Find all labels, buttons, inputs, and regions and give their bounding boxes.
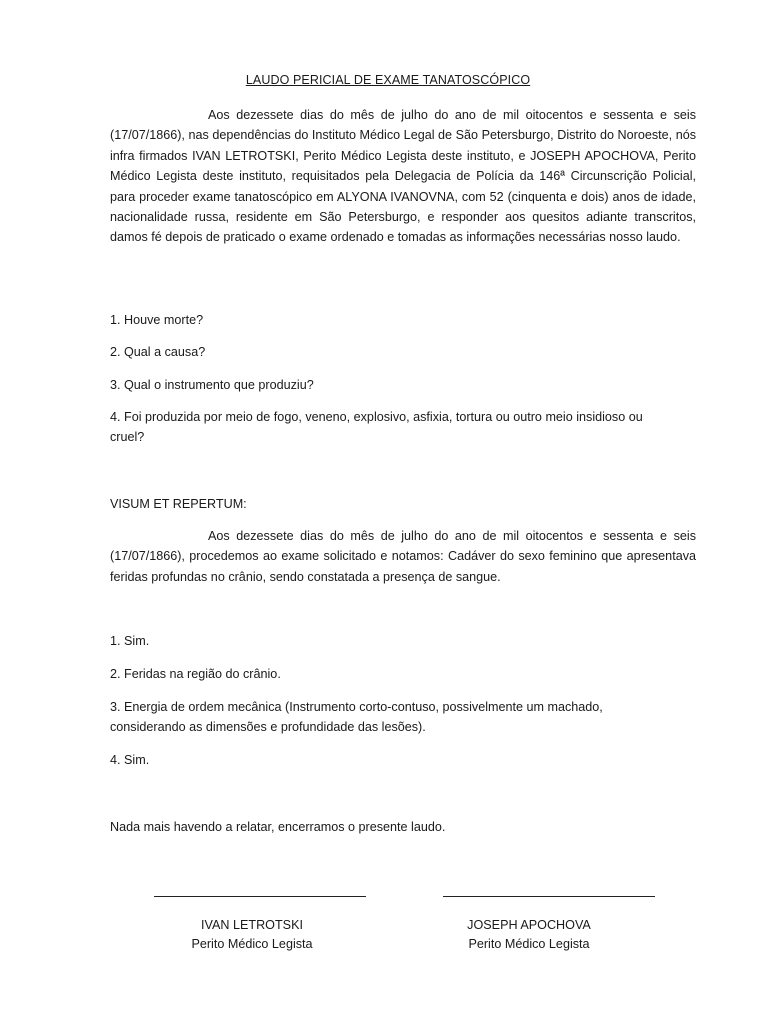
signature-line-2 [443,896,655,897]
intro-paragraph-text: Aos dezessete dias do mês de julho do ano de mil oitocentos e sessenta e seis (17/07/1866), nas dependências do Instituto Médico Legal de São Petersburgo, Distrito do Noroeste, nós infra firmados IVAN LETROTSKI, Perito Médico Legista deste instituto, e JOSEPH APOCHOVA, Perito Médico Legista deste instituto, requisitados pela Delegacia de Polícia da 146ª Circunscrição Policial, para proceder exame tanatoscópico em ALYONA IVANOVNA, com 52 (cinquenta e dois) anos de idade, nacionalidade russa, residente em São Petersburgo, e responder aos quesitos adiante transcritos, damos fé depois de praticado o exame ordenado e tomadas as informações necessárias nosso laudo. [110,108,696,245]
question-1: 1. Houve morte? [110,313,204,327]
visum-paragraph [110,526,696,587]
signatory-2-role: Perito Médico Legista [468,937,590,951]
answer-4: 4. Sim. [110,753,150,767]
signatory-2-name: JOSEPH APOCHOVA [467,918,591,932]
signatory-1-name: IVAN LETROTSKI [201,918,303,932]
signature-line-1 [154,896,366,897]
question-2: 2. Qual a causa? [110,345,206,359]
intro-paragraph [110,105,696,248]
signatory-1-role: Perito Médico Legista [191,937,313,951]
answer-1: 1. Sim. [110,634,150,648]
answer-3: 3. Energia de ordem mecânica (Instrumento corto-contuso, possivelmente um machado, considerando as dimensões e profundidade das lesões). [110,700,603,735]
visum-paragraph-text: Aos dezessete dias do mês de julho do ano de mil oitocentos e sessenta e seis (17/07/1866), procedemos ao exame solicitado e notamos: Cadáver do sexo feminino que apresentava feridas profundas no crânio, sendo constatada a presença de sangue. [110,529,696,584]
document-title: LAUDO PERICIAL DE EXAME TANATOSCÓPICO [245,73,531,87]
question-3: 3. Qual o instrumento que produziu? [110,378,314,392]
visum-heading: VISUM ET REPERTUM: [110,497,247,511]
question-4: 4. Foi produzida por meio de fogo, veneno, explosivo, asfixia, tortura ou outro meio insidioso ou cruel? [110,410,643,445]
answer-2: 2. Feridas na região do crânio. [110,667,281,681]
closing-sentence: Nada mais havendo a relatar, encerramos o presente laudo. [110,820,446,834]
